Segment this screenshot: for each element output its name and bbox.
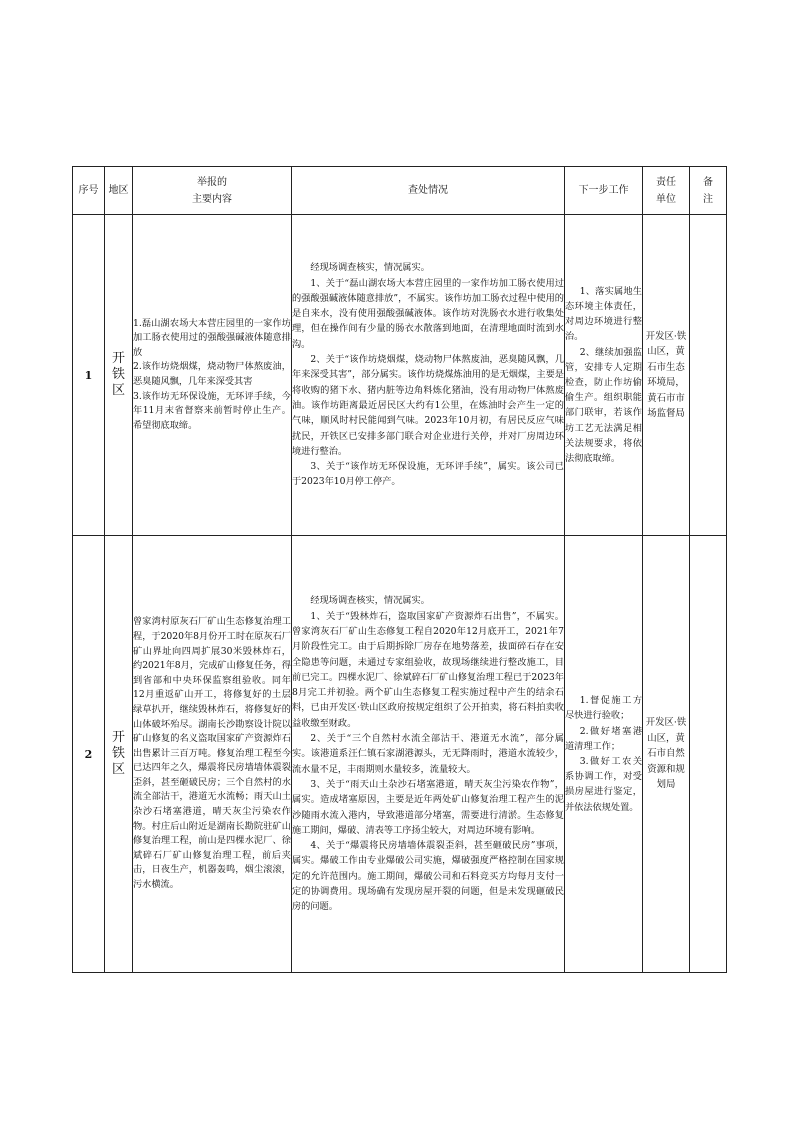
header-content-line2: 主要内容 [192,193,232,205]
detail-paragraph: 2、关于“三个自然村水流全部沽干、港道无水流”，部分属实。该港道系汪仁镇石家湖港源头，无无降雨时，港道水流较少，流水量不足，丰雨期则水量较多，流量较大。 [292,733,564,775]
row-detail [292,536,565,973]
petition-handling-table [72,166,727,973]
detail-paragraph: 3、关于“该作坊无环保设施，无环评手续”，属实。该公司已于2023年10月停工停产。 [292,461,564,488]
header-note-line1: 备 [703,176,713,188]
header-content-line1: 举报的 [197,176,227,188]
row-area: 开铁区 [105,536,133,973]
row-seq: 2 [73,536,105,973]
row-responsible: 开发区·铁山区，黄石市自然资源和规划局 [643,536,690,973]
next-item: 1.督促施工方尽快进行验收； [565,695,642,722]
row-next [565,215,643,536]
row-content [133,536,292,973]
next-item: 2.做好堵塞港道清理工作； [565,725,642,752]
detail-paragraph: 1、关于“磊山湖农场大本营庄园里的一家作坊加工肠衣使用过的强酸强碱液体随意排放”，不属实。该作坊加工肠衣过程中使用的是自来水，没有使用强酸强碱液体。该作坊对洗肠衣水进行收集处理，但在操作间有少量的肠衣水散落到地面，在清理地面时流到水沟。 [292,277,564,350]
row-next [565,536,643,973]
next-item: 3.做好工农关系协调工作，对受损房屋进行鉴定，并依法依规处置。 [565,756,642,813]
next-item: 1、落实属地生态环境主体责任，对周边环境进行整治。 [565,285,642,343]
content-text: 1.磊山湖农场大本营庄园里的一家作坊加工肠衣使用过的强酸强碱液体随意排放 2.该作坊烧烟煤，烧动物尸体熬废油，恶臭随风飘，几年来深受其害 3.该作坊无环保设施，无环评手续，今年11月末省督察来前暂时停止生产。希望彻底取缔。 [133,317,291,431]
header-content [133,167,292,215]
table-row [73,536,727,973]
header-responsible [643,167,690,215]
header-next: 下一步工作 [565,167,643,215]
detail-paragraph: 3、关于“雨天山土杂沙石堵塞港道，晴天灰尘污染农作物”，属实。造成堵塞原因，主要是近年两处矿山修复治理工程产生的泥沙随雨水流入港内，导致港道部分堵塞，需要进行清淤。生态修复施工期间，爆破、清表等工序扬尘较大，对周边环境有影响。 [292,778,564,836]
header-area: 地区 [105,167,133,215]
row-content [133,215,292,536]
header-note-line2: 注 [703,193,713,205]
header-resp-line2: 单位 [656,193,676,205]
detail-paragraph: 4、关于“爆震将民房墙墙体震裂歪斜，甚至砸破民房”事项，属实。爆破工作由专业爆破公司实施，爆破强度严格控制在国家规定的允许范围内。施工期间，爆破公司和石料竞买方均每月支付一定的协调费用。现场确有发现房屋开裂的问题，但是未发现砸破民房的问题。 [292,840,564,913]
row-note [690,215,727,536]
header-detail: 查处情况 [292,167,565,215]
content-text: 曾家湾村原灰石厂矿山生态修复治理工程，于2020年8月份开工时在原灰石厂矿山界址向四周扩展30米毁林炸石，约2021年8月，完成矿山修复任务，得到省部和中央环保监察组验收。同年12月重返矿山开工，将修复好的土层绿草扒开，继续毁林炸石，将修复好的山体破坏殆尽。湖南长沙勘察设计院以矿山修复的名义盗取国家矿产资源炸石出售累计三百万吨。修复治理工程至今已达四年之久，爆震将民房墙墙体震裂歪斜，甚至砸破民房；三个自然村的水流全部沽干，港道无水流畅；雨天山土杂沙石堵塞港道，晴天灰尘污染农作物。村庄后山附近是湖南长勘院驻矿山修复治理工程，前山是四棵水泥厂、徐斌碎石厂矿山修复治理工程，前后夹击，日夜生产，机器轰鸣，烟尘滚滚，污水横流。 [133,616,291,891]
table-row [73,215,727,536]
row-note [690,536,727,973]
detail-paragraph: 2、关于“该作坊烧烟煤，烧动物尸体熬废油，恶臭随风飘，几年来深受其害”，部分属实。该作坊烧煤炼油用的是无烟煤，主要是将收购的猪下水、猪内脏等边角料炼化猪油，没有用动物尸体熬废油。该作坊距离最近居民区大约有1公里，在炼油时会产生一定的气味，顺风时村民能闻到气味。2023年10月初，有居民反应气味扰民，开铁区已安排多部门联合对企业进行关停，并对厂房周边环境进行整治。 [292,354,564,457]
header-seq: 序号 [73,167,105,215]
header-note [690,167,727,215]
header-resp-line1: 责任 [656,176,676,188]
row-detail [292,215,565,536]
detail-paragraph: 1、关于“毁林炸石，盗取国家矿产资源炸石出售”，不属实。曾家湾灰石厂矿山生态修复工程自2020年12月底开工，2021年7月阶段性完工。由于后期拆除厂房存在地势落差，拔面碎石存在安全隐患等问题，未通过专家组验收，故现场继续进行整改施工，目前已完工。四棵水泥厂、徐斌碎石厂矿山修复治理工程已于2023年8月完工并初验。两个矿山生态修复工程实施过程中产生的结余石料，已由开发区·铁山区政府按规定组织了公开拍卖，将石料拍卖收益收缴至财政。 [292,610,564,729]
next-item: 2、继续加强监管，安排专人定期检查，防止作坊偷偷生产。组织职能部门联审，若该作坊工艺无法满足相关法规要求，将依法彻底取缔。 [565,346,642,465]
detail-paragraph: 经现场调查核实，情况属实。 [310,595,430,607]
row-area: 开铁区 [105,215,133,536]
table-header-row [73,167,727,215]
detail-paragraph: 经现场调查核实，情况属实。 [310,262,430,274]
row-responsible: 开发区·铁山区，黄石市生态环境局，黄石市市场监督局 [643,215,690,536]
row-seq: 1 [73,215,105,536]
